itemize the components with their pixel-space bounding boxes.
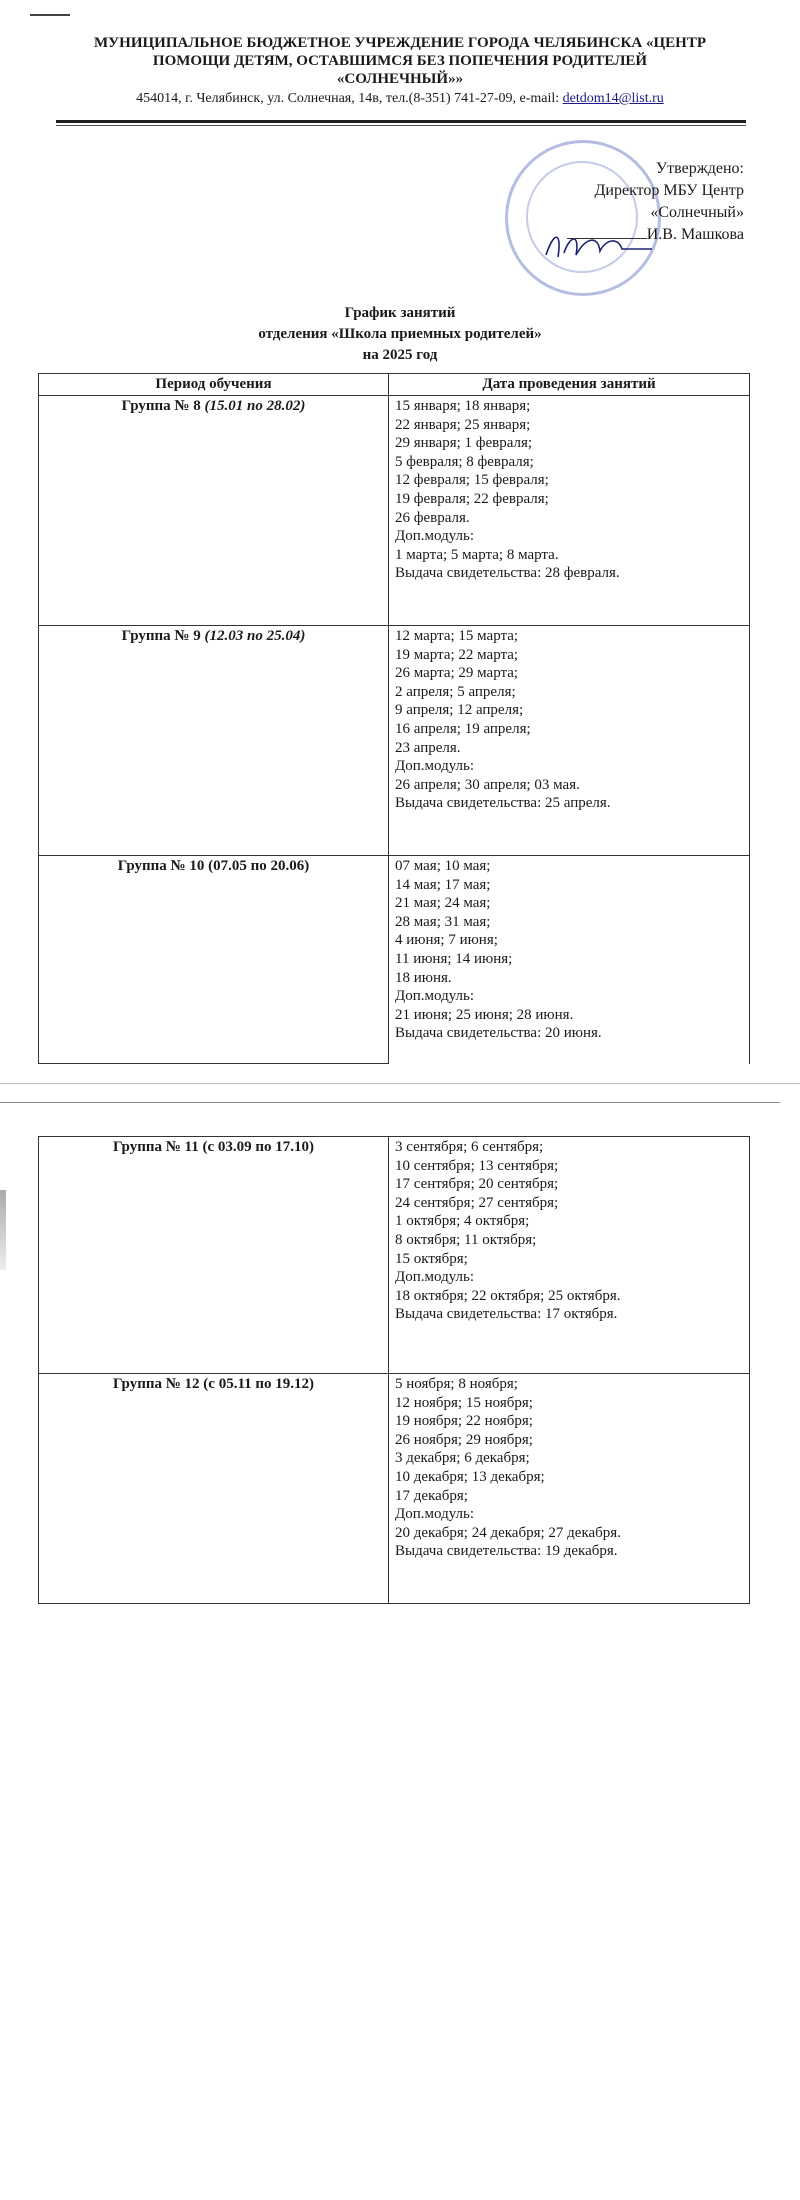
group-cell: Группа № 8 (15.01 по 28.02) — [39, 396, 389, 626]
table-header-row — [39, 374, 750, 396]
table-row — [39, 626, 750, 856]
letterhead — [40, 34, 760, 108]
schedule-table — [38, 373, 750, 1064]
email-link[interactable]: detdom14@list.ru — [562, 91, 664, 106]
group-cell: Группа № 12 (с 05.11 по 19.12) — [39, 1374, 389, 1604]
scan-edge-bottom — [0, 1083, 800, 1084]
group-cell: Группа № 11 (с 03.09 по 17.10) — [39, 1137, 389, 1374]
group-cell: Группа № 9 (12.03 по 25.04) — [39, 626, 389, 856]
scan-edge-top — [30, 14, 70, 16]
dates-cell: 3 сентября; 6 сентября; 10 сентября; 13 сентября; 17 сентября; 20 сентября; 24 сентября; 27 сентября; 1 октября; 4 октября; 8 октября; 11 октября; 15 октября; Доп.модуль: 18 октября; 22 октября; 25 октября. Выдача свидетельства: 17 октября. — [389, 1137, 750, 1374]
letterhead-rule-thin — [56, 125, 746, 126]
document-title: График занятий отделения «Школа приемных родителей» на 2025 год — [258, 305, 542, 363]
approval-block: Утверждено: Директор МБУ Центр «Солнечный» И.В. Машкова — [567, 158, 744, 246]
table-row — [39, 856, 750, 1064]
schedule-table-continued — [38, 1136, 750, 1604]
dates-cell: 07 мая; 10 мая; 14 мая; 17 мая; 21 мая; 24 мая; 28 мая; 31 мая; 4 июня; 7 июня; 11 июня; 14 июня; 18 июня. Доп.модуль: 21 июня; 25 июня; 28 июня. Выдача свидетельства: 20 июня. — [389, 856, 750, 1064]
column-header-period: Период обучения — [39, 374, 389, 396]
organization-address: 454014, г. Челябинск, ул. Солнечная, 14в, тел.(8-351) 741-27-09, e-mail: detdom14@list.ru — [136, 91, 664, 106]
dates-cell: 5 ноября; 8 ноября; 12 ноября; 15 ноября; 19 ноября; 22 ноября; 26 ноября; 29 ноября; 3 декабря; 6 декабря; 10 декабря; 13 декабря; 17 декабря; Доп.модуль: 20 декабря; 24 декабря; 27 декабря. Выдача свидетельства: 19 декабря. — [389, 1374, 750, 1604]
organization-name: МУНИЦИПАЛЬНОЕ БЮДЖЕТНОЕ УЧРЕЖДЕНИЕ ГОРОДА ЧЕЛЯБИНСКА «ЦЕНТР ПОМОЩИ ДЕТЯМ, ОСТАВШИМСЯ БЕЗ ПОПЕЧЕНИЯ РОДИТЕЛЕЙ «СОЛНЕЧНЫЙ»» — [94, 35, 706, 87]
scan-edge-page2 — [0, 1102, 780, 1103]
table-row — [39, 396, 750, 626]
column-header-dates: Дата проведения занятий — [389, 374, 750, 396]
letterhead-rule — [56, 120, 746, 123]
dates-cell: 15 января; 18 января; 22 января; 25 января; 29 января; 1 февраля; 5 февраля; 8 февраля; 12 февраля; 15 февраля; 19 февраля; 22 февраля; 26 февраля. Доп.модуль: 1 марта; 5 марта; 8 марта. Выдача свидетельства: 28 февраля. — [389, 396, 750, 626]
scan-shadow — [0, 1190, 6, 1270]
table-row — [39, 1374, 750, 1604]
group-cell: Группа № 10 (07.05 по 20.06) — [39, 856, 389, 1064]
dates-cell: 12 марта; 15 марта; 19 марта; 22 марта; 26 марта; 29 марта; 2 апреля; 5 апреля; 9 апреля; 12 апреля; 16 апреля; 19 апреля; 23 апреля. Доп.модуль: 26 апреля; 30 апреля; 03 мая. Выдача свидетельства: 25 апреля. — [389, 626, 750, 856]
signature-line — [567, 238, 647, 239]
table-row — [39, 1137, 750, 1374]
